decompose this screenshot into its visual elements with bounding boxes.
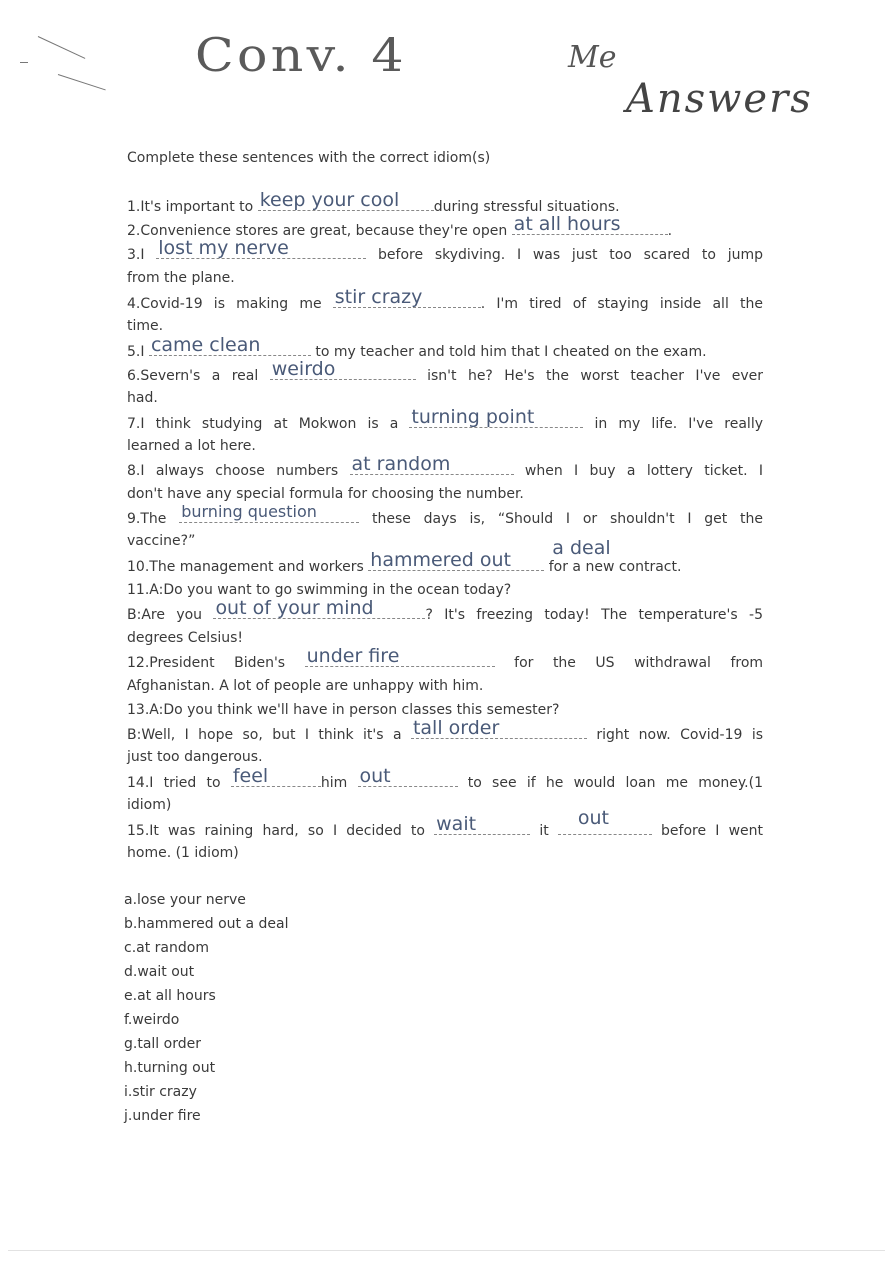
handwritten-answer: out	[359, 765, 391, 787]
scratch-mark	[58, 74, 106, 90]
answer-blank	[231, 765, 321, 787]
scratch-mark	[20, 62, 28, 63]
question-14-cont: idiom)	[127, 797, 172, 813]
option-item: a.lose your nerve	[124, 892, 246, 908]
handwritten-answer: tall order	[412, 717, 500, 739]
instruction: Complete these sentences with the correct idiom(s)	[127, 150, 491, 166]
question-7: 7.I think studying at Mokwon is a turning point in my life. I've really	[127, 406, 763, 432]
question-12: 12.President Biden's under fire for the US withdrawal from	[127, 645, 764, 671]
answer-blank	[368, 537, 611, 571]
question-4: 4.Covid-19 is making me stir crazy . I'm tired of staying inside all the	[127, 286, 763, 312]
question-9: 9.The burning question these days is, “Should I or shouldn't I get the	[127, 502, 764, 527]
question-1: 1.It's important to keep your cool during stressful situations.	[127, 189, 620, 215]
question-15: 15.It was raining hard, so I decided to wait it out before I went	[127, 807, 763, 839]
question-6-cont: had.	[127, 390, 158, 406]
handwritten-title: Conv. 4	[195, 28, 407, 82]
handwritten-answer: burning question	[181, 502, 317, 521]
handwritten-answer: feel	[232, 765, 269, 787]
question-13-a: 13.A:Do you think we'll have in person classes this semester?	[127, 702, 560, 718]
option-item: b.hammered out a deal	[124, 916, 289, 932]
answer-blank	[350, 453, 514, 475]
handwritten-answers: Answers	[626, 76, 813, 122]
question-5: 5.I came clean to my teacher and told him that I cheated on the exam.	[127, 334, 707, 360]
answer-blank	[558, 807, 652, 835]
handwritten-answer: turning point	[411, 406, 535, 428]
option-item: i.stir crazy	[124, 1084, 197, 1100]
question-3-cont: from the plane.	[127, 270, 235, 286]
option-item: e.at all hours	[124, 988, 216, 1004]
answer-blank	[258, 189, 434, 211]
answer-blank	[358, 765, 458, 787]
question-9-cont: vaccine?”	[127, 533, 196, 549]
question-15-cont: home. (1 idiom)	[127, 845, 239, 861]
handwritten-answer: out	[577, 807, 609, 829]
option-item: d.wait out	[124, 964, 195, 980]
question-8-cont: don't have any special formula for choosing the number.	[127, 486, 524, 502]
handwritten-answer: lost my nerve	[158, 237, 289, 259]
question-11-a: 11.A:Do you want to go swimming in the ocean today?	[127, 582, 512, 598]
answer-blank	[409, 406, 583, 428]
question-7-cont: learned a lot here.	[127, 438, 256, 454]
answer-blank	[333, 286, 481, 308]
handwritten-answer: out of your mind	[215, 597, 374, 619]
option-item: j.under fire	[124, 1108, 201, 1124]
question-13-cont: just too dangerous.	[127, 749, 263, 765]
answer-blank	[149, 334, 311, 356]
option-item: h.turning out	[124, 1060, 216, 1076]
answer-blank	[411, 717, 587, 739]
option-item: f.weirdo	[124, 1012, 180, 1028]
question-2: 2.Convenience stores are great, because they're open at all hours .	[127, 213, 673, 239]
handwritten-me: Me	[568, 40, 617, 75]
handwritten-answer: came clean	[150, 334, 261, 356]
question-6: 6.Severn's a real weirdo isn't he? He's the worst teacher I've ever	[127, 358, 764, 384]
question-13-b: B:Well, I hope so, but I think it's a tall order right now. Covid-19 is	[127, 717, 763, 743]
question-11-b: B:Are you out of your mind ? It's freezing today! The temperature's -5	[127, 597, 763, 623]
answer-blank	[434, 813, 530, 835]
answer-blank	[179, 502, 359, 523]
answer-blank	[213, 597, 425, 619]
question-11-cont: degrees Celsius!	[127, 630, 244, 646]
option-item: c.at random	[124, 940, 209, 956]
handwritten-answer: stir crazy	[334, 286, 423, 308]
answer-blank	[305, 645, 495, 667]
answer-blank	[156, 237, 366, 259]
handwritten-answer: wait	[436, 813, 477, 835]
question-12-cont: Afghanistan. A lot of people are unhappy with him.	[127, 678, 484, 694]
handwritten-answer: keep your cool	[259, 189, 400, 211]
handwritten-answer-extra: a deal	[552, 537, 611, 559]
handwritten-answer: hammered out	[370, 549, 511, 571]
handwritten-answer: at all hours	[513, 213, 621, 235]
handwritten-answer: under fire	[306, 645, 400, 667]
answer-blank	[270, 358, 416, 380]
question-8: 8.I always choose numbers at random when I buy a lottery ticket. I	[127, 453, 764, 479]
question-3: 3.I lost my nerve before skydiving. I was just too scared to jump	[127, 237, 764, 263]
option-item: g.tall order	[124, 1036, 201, 1052]
question-4-cont: time.	[127, 318, 164, 334]
question-14: 14.I tried to feel him out to see if he would loan me money.(1	[127, 765, 763, 791]
answer-blank	[512, 213, 668, 235]
scan-edge	[8, 1250, 885, 1251]
handwritten-answer: at random	[351, 453, 451, 475]
scratch-mark	[38, 36, 86, 59]
handwritten-answer: weirdo	[271, 358, 336, 380]
question-10: 10.The management and workers hammered out a deal for a new contract.	[127, 537, 682, 575]
